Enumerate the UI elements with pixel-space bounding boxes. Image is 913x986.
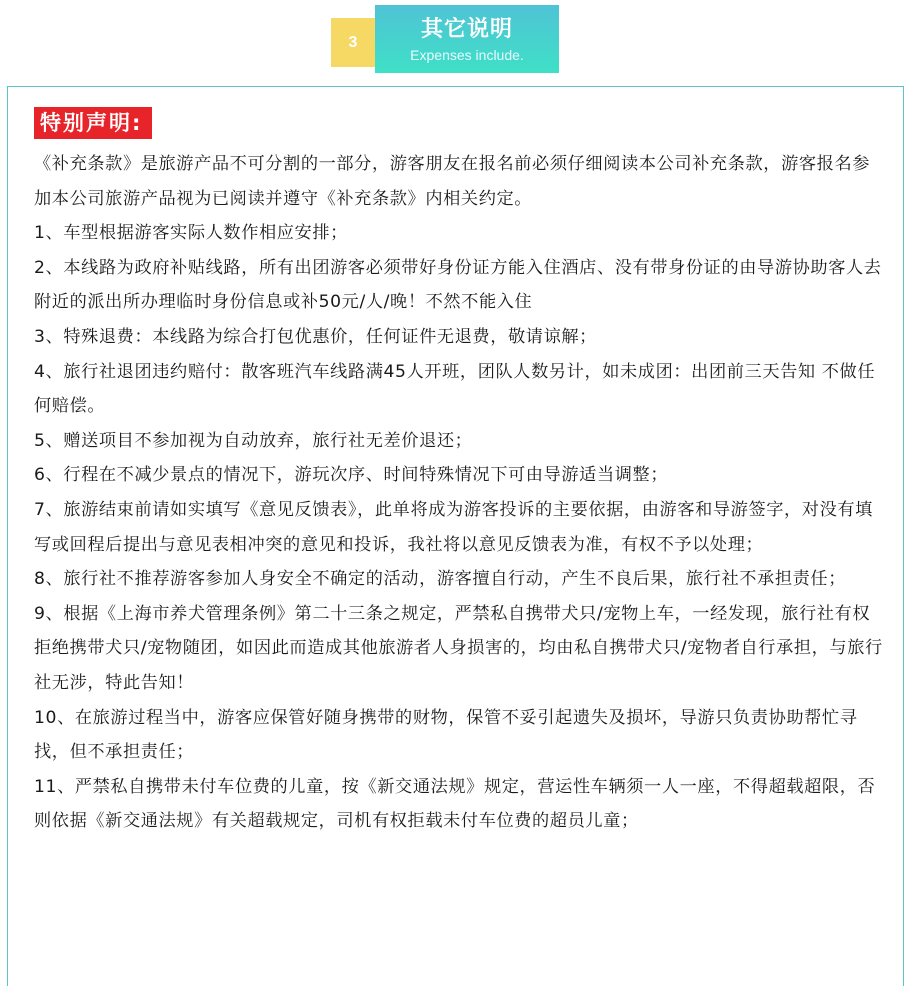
term-item-10: 10、在旅游过程当中，游客应保管好随身携带的财物，保管不妥引起遗失及损坏，导游只负责协助帮忙寻找，但不承担责任； [34,707,858,763]
term-item-7: 7、旅游结束前请如实填写《意见反馈表》，此单将成为游客投诉的主要依据，由游客和导游签字，对没有填写或回程后提出与意见表相冲突的意见和投诉，我社将以意见反馈表为准，有权不予以处理； [34,499,873,555]
term-item-8: 8、旅行社不推荐游客参加人身安全不确定的活动，游客擅自行动，产生不良后果，旅行社不承担责任； [34,569,846,590]
section-header [331,5,559,73]
content-panel [7,86,904,986]
special-notice-label: 特别声明: [34,107,152,139]
section-number-badge: 3 [331,18,375,67]
term-item-1: 1、车型根据游客实际人数作相应安排； [34,223,348,244]
terms-text [34,147,886,839]
term-item-2: 2、本线路为政府补贴线路，所有出团游客必须带好身份证方能入住酒店、没有带身份证的由导游协助客人去附近的派出所办理临时身份信息或补50元/人/晚！不然不能入住 [34,257,882,313]
section-subtitle: Expenses include. [410,47,524,63]
section-title-box [375,5,559,73]
term-item-5: 5、赠送项目不参加视为自动放弃，旅行社无差价退还； [34,430,473,451]
term-item-6: 6、行程在不减少景点的情况下，游玩次序、时间特殊情况下可由导游适当调整； [34,465,669,486]
intro-paragraph: 《补充条款》是旅游产品不可分割的一部分，游客朋友在报名前必须仔细阅读本公司补充条款，游客报名参加本公司旅游产品视为已阅读并遵守《补充条款》内相关约定。 [34,154,871,209]
term-item-9: 9、根据《上海市养犬管理条例》第二十三条之规定，严禁私自携带犬只/宠物上车，一经发现，旅行社有权拒绝携带犬只/宠物随团，如因此而造成其他旅游者人身损害的，均由私自携带犬只/宠物者自行承担，与旅行社无涉，特此告知！ [34,603,883,693]
term-item-11: 11、严禁私自携带未付车位费的儿童，按《新交通法规》规定，营运性车辆须一人一座，不得超载超限，否则依据《新交通法规》有关超载规定，司机有权拒载未付车位费的超员儿童； [34,776,876,832]
section-title: 其它说明 [420,17,513,42]
term-item-4: 4、旅行社退团违约赔付：散客班汽车线路满45人开班，团队人数另计，如未成团：出团前三天告知 不做任何赔偿。 [34,361,876,417]
term-item-3: 3、特殊退费：本线路为综合打包优惠价，任何证件无退费，敬请谅解； [34,326,597,347]
